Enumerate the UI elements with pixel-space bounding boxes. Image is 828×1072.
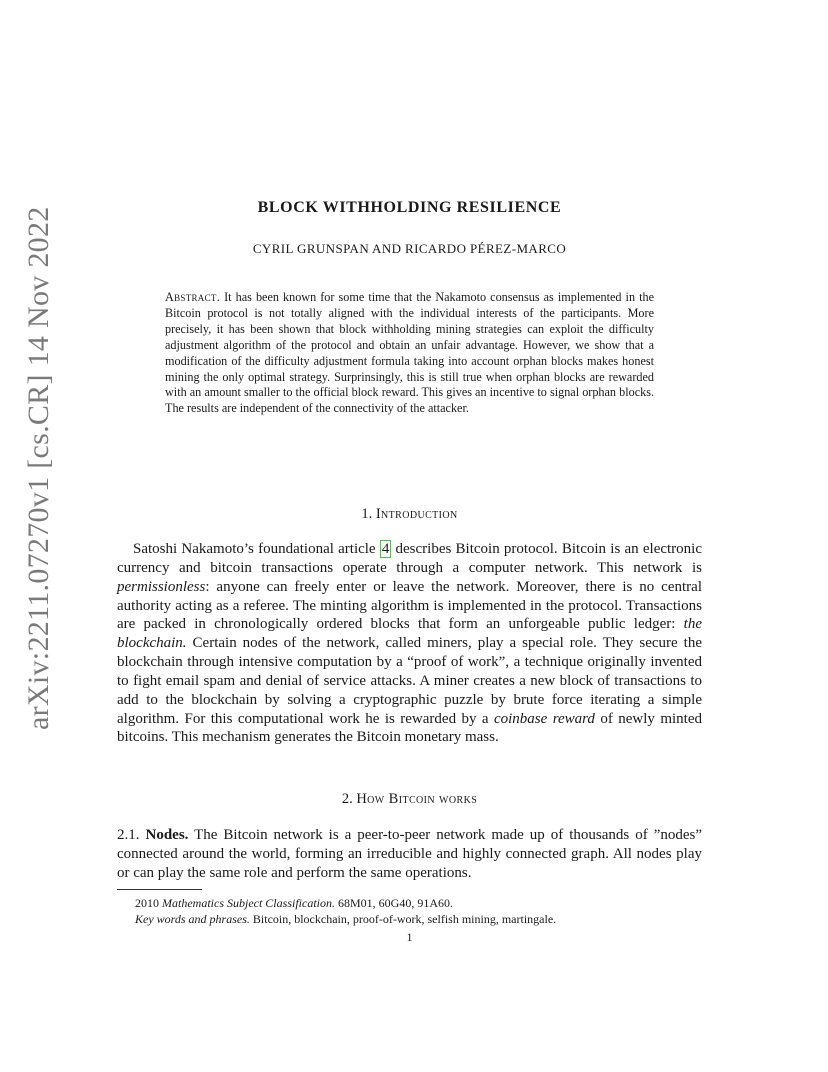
section-number: 1. [361,506,373,522]
section-title: How Bitcoin works [356,791,478,807]
subsection-title: Nodes. [145,827,189,843]
text-run: 68M01, 60G40, 91A60. [334,896,453,910]
footnote-label: Mathematics Subject Classification. [162,896,335,910]
emphasis-text: the blockchain. [117,616,702,652]
text-run: Satoshi Nakamoto’s foundational article [133,541,380,557]
section-title: Introduction [375,506,458,522]
section-number: 2. [341,791,353,807]
abstract-text: It has been known for some time that the Nakamoto consensus as implemented in the Bitcoin protocol is not totally aligned with the individual interests of the participants. More precisely, it has been shown that block withholding mining strategies can exploit the difficulty adjustment algorithm of the protocol and obtain an unfair advantage. However, we show that a modification of the difficulty adjustment formula taking into account orphan blocks makes honest mining the only optimal strategy. Surprinsingly, this is still true when orphan blocks are rewarded with an amount smaller to the official block reward. This gives an incentive to signal orphan blocks. The results are independent of the connectivity of the attacker. [165,290,654,416]
text-run: describes Bitcoin protocol. Bitcoin is an electronic currency and bitcoin transactions operate through a computer network. This network is [117,541,702,576]
emphasis-text: coinbase reward [493,710,595,727]
abstract [165,290,654,417]
citation-link[interactable]: 4 [381,541,390,557]
emphasis-text: permissionless [117,578,206,595]
page-number: 1 [406,930,413,944]
text-run: Certain nodes of the network, called miners, play a special role. They secure the blockchain through intensive computation by a “proof of work”, a technique originally invented to fight email spam and denial of service attacks. A miner creates a new block of transactions to add to the blockchain by solving a cryptographic puzzle by brute force iterating a simple algorithm. For this computational work he is rewarded by a [117,635,702,727]
footnote-msc [135,896,695,911]
text-run: 2010 [135,896,162,910]
text-run: The Bitcoin network is a peer-to-peer network made up of thousands of ”nodes” connected around the world, forming an irreducible and highly connected graph. All nodes play or can play the same role and perform the same operations. [117,827,703,881]
footnote-divider [117,889,202,890]
footnote-label: Key words and phrases. [135,912,250,926]
text-run: of newly minted bitcoins. This mechanism generates the Bitcoin monetary mass. [117,710,702,746]
introduction-paragraph [117,540,702,747]
paper-authors: CYRIL GRUNSPAN AND RICARDO PÉREZ-MARCO [252,241,567,256]
footnote-keywords [135,912,695,927]
section-heading-introduction [117,506,702,523]
arxiv-identifier-stamp: arXiv:2211.07270v1 [cs.CR] 14 Nov 2022 [22,206,55,730]
text-run: : anyone can freely enter or leave the network. Moreover, there is no central authority acting as a referee. The minting algorithm is implemented in the protocol. Transactions are packed in chronologically ordered blocks that form an unforgeable public ledger: [117,578,702,633]
abstract-label: Abstract. [165,290,221,304]
text-run: Bitcoin, blockchain, proof-of-work, selfish mining, martingale. [249,912,557,926]
nodes-paragraph [117,826,702,883]
subsection-number: 2.1. [117,827,140,843]
paper-title: BLOCK WITHHOLDING RESILIENCE [257,199,562,216]
section-heading-how-bitcoin-works [117,791,702,808]
